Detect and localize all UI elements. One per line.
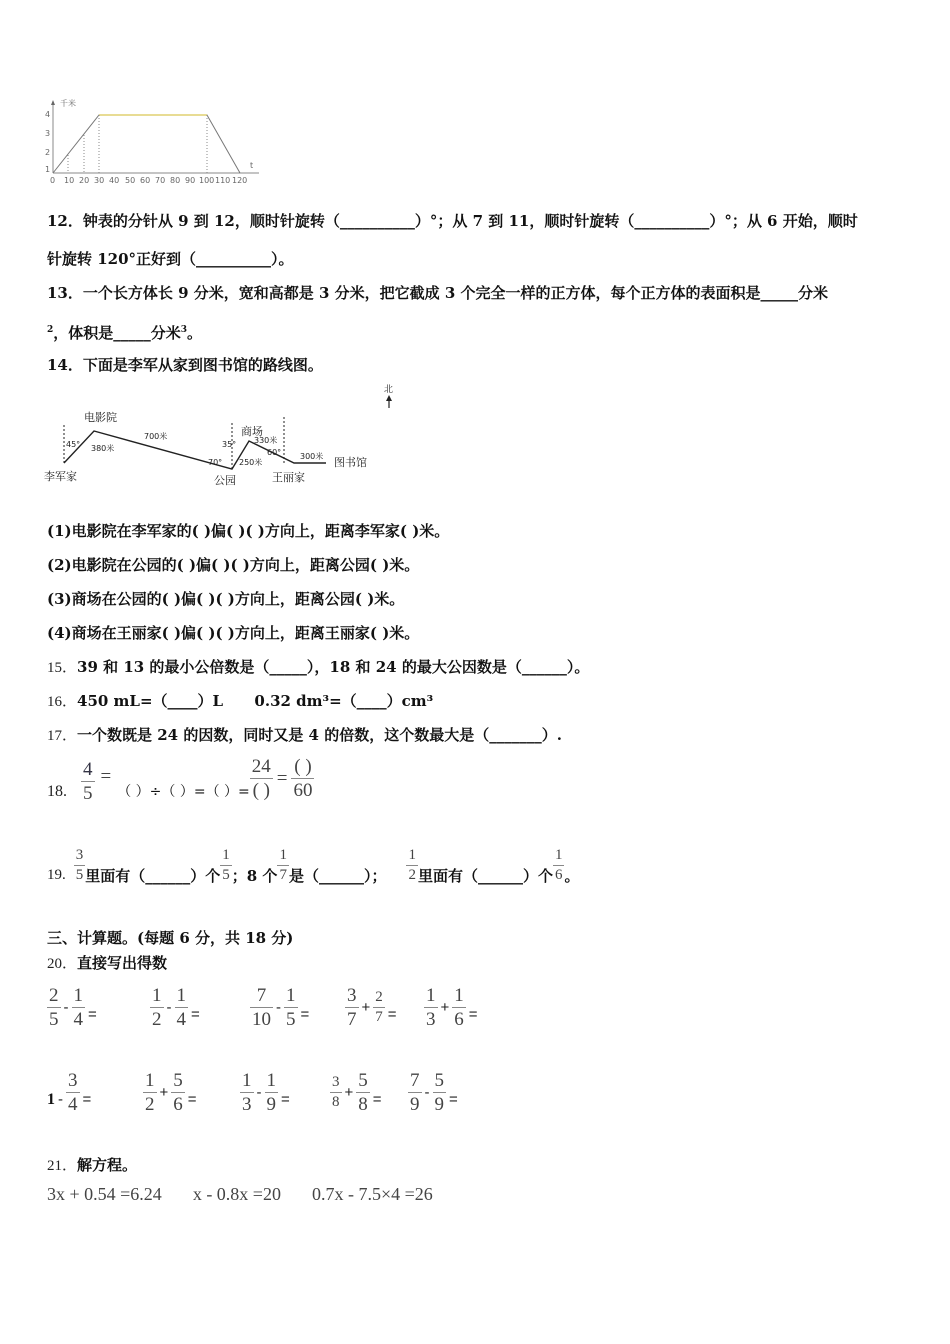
operator: =	[88, 1006, 97, 1023]
denominator: 7	[375, 1009, 383, 1025]
question-16	[47, 691, 433, 712]
distance-label: 300米	[300, 452, 324, 461]
numerator: 1	[454, 985, 464, 1006]
question-17	[47, 725, 562, 746]
numerator: 2	[49, 985, 59, 1006]
numerator: 1	[73, 985, 83, 1006]
place-cinema: 电影院	[84, 411, 117, 424]
fraction-bar	[406, 865, 418, 866]
fraction-bar	[291, 778, 314, 779]
operator: -	[63, 999, 69, 1016]
denominator: 6	[554, 867, 563, 883]
fraction	[345, 986, 359, 1029]
fraction-bar	[220, 865, 232, 866]
operator: =	[100, 765, 112, 787]
fraction	[81, 760, 95, 803]
numerator: 24	[251, 756, 271, 777]
question-13-line-1: 13．一个长方体长 9 分米，宽和高都是 3 分米，把它截成 3 个完全一样的正方体，每个正方体的表面积是_____分米	[47, 284, 829, 302]
distance-label: 330米	[254, 436, 278, 445]
text: ；8 个	[231, 867, 278, 885]
question-text: 一个数既是 24 的因数，同时又是 4 的倍数，这个数最大是（_______）.	[77, 726, 562, 744]
question-14-stem: 14．下面是李军从家到图书馆的路线图。	[47, 356, 323, 374]
numerator: 5	[358, 1070, 368, 1091]
question-number: 16．	[47, 694, 78, 710]
fraction-bar	[250, 778, 273, 779]
fraction	[406, 848, 418, 883]
distance-label: 700米	[144, 432, 168, 441]
operator: 1	[47, 1090, 55, 1108]
numerator: 1	[152, 985, 162, 1006]
question-number: 19.	[47, 867, 66, 883]
svg-text:2: 2	[45, 148, 51, 157]
fraction	[424, 986, 438, 1029]
numerator: 1	[279, 847, 287, 863]
fraction-bar	[553, 865, 565, 866]
fraction	[433, 1071, 447, 1114]
distance-time-chart	[44, 98, 269, 186]
svg-text:70: 70	[155, 176, 166, 185]
numerator: 1	[145, 1070, 155, 1091]
fraction-bar	[284, 1007, 298, 1008]
angle-label: 70°	[208, 458, 223, 467]
numerator: 1	[176, 985, 186, 1006]
denominator: 5	[83, 783, 93, 804]
numerator: 1	[266, 1070, 276, 1091]
fraction-bar	[150, 1007, 164, 1008]
calc-item	[47, 1071, 94, 1114]
operator: +	[361, 999, 371, 1016]
question-number: 15．	[47, 660, 78, 676]
fraction	[330, 1075, 342, 1110]
fraction-bar	[265, 1092, 279, 1093]
operator: =	[300, 1006, 310, 1023]
fraction-bar	[345, 1007, 359, 1008]
angle-label: 60°	[267, 448, 282, 457]
operator: -	[256, 1084, 262, 1101]
svg-text:50: 50	[125, 176, 136, 185]
text: 里面有（______）个	[417, 867, 553, 885]
operator: =	[468, 1006, 478, 1023]
operator: -	[58, 1091, 63, 1108]
calc-item	[424, 986, 481, 1029]
equation-2: x - 0.8x =20	[192, 1184, 281, 1204]
superscript: 2	[47, 325, 54, 335]
svg-text:10: 10	[64, 176, 75, 185]
question-text: 39 和 13 的最小公倍数是（_____），18 和 24 的最大公因数是（______）。	[77, 658, 590, 676]
text: ，体积是_____分米	[53, 324, 181, 342]
blank-chain: （ ）÷（ ）=（ ）=	[117, 783, 250, 800]
svg-text:90: 90	[185, 176, 196, 185]
denominator: 4	[176, 1009, 186, 1030]
svg-text:4: 4	[45, 110, 51, 119]
svg-text:40: 40	[109, 176, 120, 185]
numerator: 1	[408, 847, 416, 863]
text: 。	[564, 867, 580, 885]
numerator: 1	[286, 985, 296, 1006]
numerator: 4	[83, 759, 93, 780]
question-19	[47, 845, 579, 886]
numerator: 7	[256, 985, 267, 1006]
fraction	[284, 986, 298, 1029]
operator: =	[281, 1091, 290, 1108]
fraction-bar	[74, 865, 86, 866]
fraction	[72, 986, 86, 1029]
fraction	[47, 986, 61, 1029]
operator: -	[166, 999, 172, 1016]
fraction-bar	[175, 1007, 189, 1008]
question-14-sub-4: (4)商场在王丽家( )偏( )( )方向上，距离王丽家( )米。	[47, 624, 420, 642]
denominator: 5	[286, 1009, 296, 1030]
x-axis-label: t	[250, 161, 254, 170]
operator: =	[276, 767, 288, 789]
operator: =	[449, 1091, 458, 1108]
denominator: 60	[293, 780, 313, 801]
text: 。	[187, 324, 203, 342]
text: 里面有（______）个	[85, 867, 221, 885]
fraction	[408, 1071, 422, 1114]
equations-row	[47, 1184, 433, 1205]
fraction-bar	[240, 1092, 254, 1093]
svg-text:60: 60	[140, 176, 151, 185]
denominator: 7	[347, 1009, 357, 1030]
fraction-bar	[66, 1092, 80, 1093]
operator: =	[191, 1006, 200, 1023]
section-3-heading: 三、计算题。(每题 6 分，共 18 分)	[47, 929, 294, 947]
operator: =	[82, 1091, 92, 1108]
question-14-sub-1: (1)电影院在李军家的( )偏( )( )方向上，距离李军家( )米。	[47, 522, 450, 540]
place-mall: 商场	[241, 425, 263, 438]
question-12-line-2: 针旋转 120°正好到（__________）。	[47, 250, 294, 268]
fraction	[250, 757, 273, 800]
fraction	[452, 986, 466, 1029]
denominator: 10	[252, 1009, 271, 1030]
place-library: 图书馆	[334, 456, 367, 469]
svg-text:110: 110	[215, 176, 231, 185]
denominator: 3	[426, 1009, 436, 1030]
denominator: 9	[410, 1094, 420, 1115]
question-18	[47, 756, 314, 804]
question-number: 21．	[47, 1158, 78, 1174]
calc-item	[250, 986, 312, 1029]
denominator: 6	[173, 1094, 183, 1115]
fraction-bar	[143, 1092, 157, 1093]
denominator: 8	[358, 1094, 368, 1115]
denominator: 5	[75, 867, 84, 883]
y-axis-label: 千米	[60, 99, 76, 108]
calc-item	[150, 986, 203, 1029]
operator: =	[387, 1006, 397, 1023]
calc-item	[143, 1071, 200, 1114]
numerator: 3	[68, 1070, 78, 1091]
numerator: 3	[347, 985, 357, 1006]
denominator: 2	[408, 867, 416, 883]
denominator: 4	[73, 1009, 83, 1030]
fraction-bar	[373, 1007, 385, 1008]
question-13-line-2	[47, 320, 202, 343]
fraction-bar	[433, 1092, 447, 1093]
distance-label: 380米	[91, 444, 115, 453]
north-label: 北	[384, 385, 394, 395]
fraction	[220, 848, 232, 883]
question-number: 20．	[47, 956, 78, 972]
calc-item	[47, 986, 100, 1029]
operator: -	[276, 999, 281, 1016]
distance-label: 250米	[239, 458, 263, 467]
fraction	[373, 990, 385, 1025]
fraction-bar	[330, 1092, 342, 1093]
fraction-bar	[250, 1007, 273, 1008]
svg-text:30: 30	[94, 176, 105, 185]
fraction-bar	[408, 1092, 422, 1093]
question-text: 直接写出得数	[77, 954, 168, 972]
angle-label: 35°	[222, 440, 237, 449]
equation-1: 3x + 0.54 =6.24	[47, 1184, 162, 1204]
calc-item	[345, 986, 400, 1029]
fraction-bar	[171, 1092, 185, 1093]
fraction-bar	[81, 781, 95, 782]
calc-item	[330, 1071, 385, 1114]
fraction	[171, 1071, 185, 1114]
fraction	[240, 1071, 254, 1114]
calc-item	[408, 1071, 461, 1114]
fraction	[277, 848, 289, 883]
fraction	[150, 986, 164, 1029]
svg-text:100: 100	[199, 176, 215, 185]
fraction	[553, 848, 565, 883]
calc-item	[240, 1071, 293, 1114]
svg-text:120: 120	[232, 176, 248, 185]
denominator: 5	[49, 1009, 59, 1030]
fraction-bar	[72, 1007, 86, 1008]
denominator: 2	[152, 1009, 162, 1030]
fraction	[291, 757, 314, 800]
place-lijun-home: 李军家	[44, 470, 77, 483]
text: 是（______）；	[288, 867, 387, 885]
numerator: 5	[434, 1070, 444, 1091]
fraction-bar	[277, 865, 289, 866]
denominator: 8	[332, 1094, 340, 1110]
question-15	[47, 657, 589, 678]
denominator: 7	[279, 867, 287, 883]
fraction	[74, 848, 86, 883]
denominator: 6	[454, 1009, 464, 1030]
svg-text:1: 1	[45, 165, 51, 174]
fraction	[250, 986, 273, 1029]
operator: =	[187, 1091, 197, 1108]
svg-text:0: 0	[50, 176, 56, 185]
denominator: 2	[145, 1094, 155, 1115]
question-text: 450 mL=（____）L 0.32 dm³=（____）cm³	[77, 692, 434, 710]
fraction-bar	[424, 1007, 438, 1008]
numerator: 5	[173, 1070, 183, 1091]
fraction-bar	[47, 1007, 61, 1008]
fraction-bar	[452, 1007, 466, 1008]
numerator: 1	[554, 847, 563, 863]
svg-text:80: 80	[170, 176, 181, 185]
denominator: 9	[434, 1094, 444, 1115]
operator: =	[372, 1091, 382, 1108]
numerator: 2	[375, 989, 383, 1005]
numerator: 7	[410, 1070, 420, 1091]
operator: +	[344, 1084, 354, 1101]
operator: -	[424, 1084, 430, 1101]
numerator: 3	[75, 847, 84, 863]
operator: +	[159, 1084, 169, 1101]
fraction	[265, 1071, 279, 1114]
fraction	[66, 1071, 80, 1114]
numerator: 1	[426, 985, 436, 1006]
question-number: 18.	[47, 782, 67, 800]
denominator: 4	[68, 1094, 78, 1115]
denominator: 5	[222, 867, 230, 883]
svg-text:20: 20	[79, 176, 90, 185]
place-wangli-home: 王丽家	[272, 471, 305, 484]
fraction-bar	[356, 1092, 370, 1093]
numerator: 3	[332, 1074, 340, 1090]
question-14-sub-2: (2)电影院在公园的( )偏( )( )方向上，距离公园( )米。	[47, 556, 420, 574]
numerator: ( )	[294, 756, 312, 777]
fraction	[175, 986, 189, 1029]
superscript: 3	[180, 325, 188, 335]
denominator: 3	[242, 1094, 252, 1115]
svg-text:3: 3	[45, 129, 51, 138]
question-number: 17．	[47, 728, 78, 744]
denominator: 9	[266, 1094, 276, 1115]
question-14-sub-3: (3)商场在公园的( )偏( )( )方向上，距离公园( )米。	[47, 590, 405, 608]
question-21-stem	[47, 1155, 137, 1176]
equation-3: 0.7x - 7.5×4 =26	[311, 1184, 433, 1204]
route-map	[44, 383, 394, 488]
numerator: 1	[222, 847, 230, 863]
angle-label: 45°	[66, 440, 81, 449]
denominator: ( )	[252, 780, 270, 801]
fraction	[356, 1071, 370, 1114]
operator: +	[440, 999, 450, 1016]
north-arrow-icon	[386, 395, 392, 401]
place-park: 公园	[214, 474, 236, 487]
fraction	[143, 1071, 157, 1114]
question-12-line-1: 12．钟表的分针从 9 到 12，顺时针旋转（__________）°；从 7 到 11，顺时针旋转（__________）°；从 6 开始，顺时	[47, 212, 858, 230]
numerator: 1	[242, 1070, 252, 1091]
question-20-stem	[47, 953, 167, 974]
question-text: 解方程。	[77, 1156, 138, 1174]
